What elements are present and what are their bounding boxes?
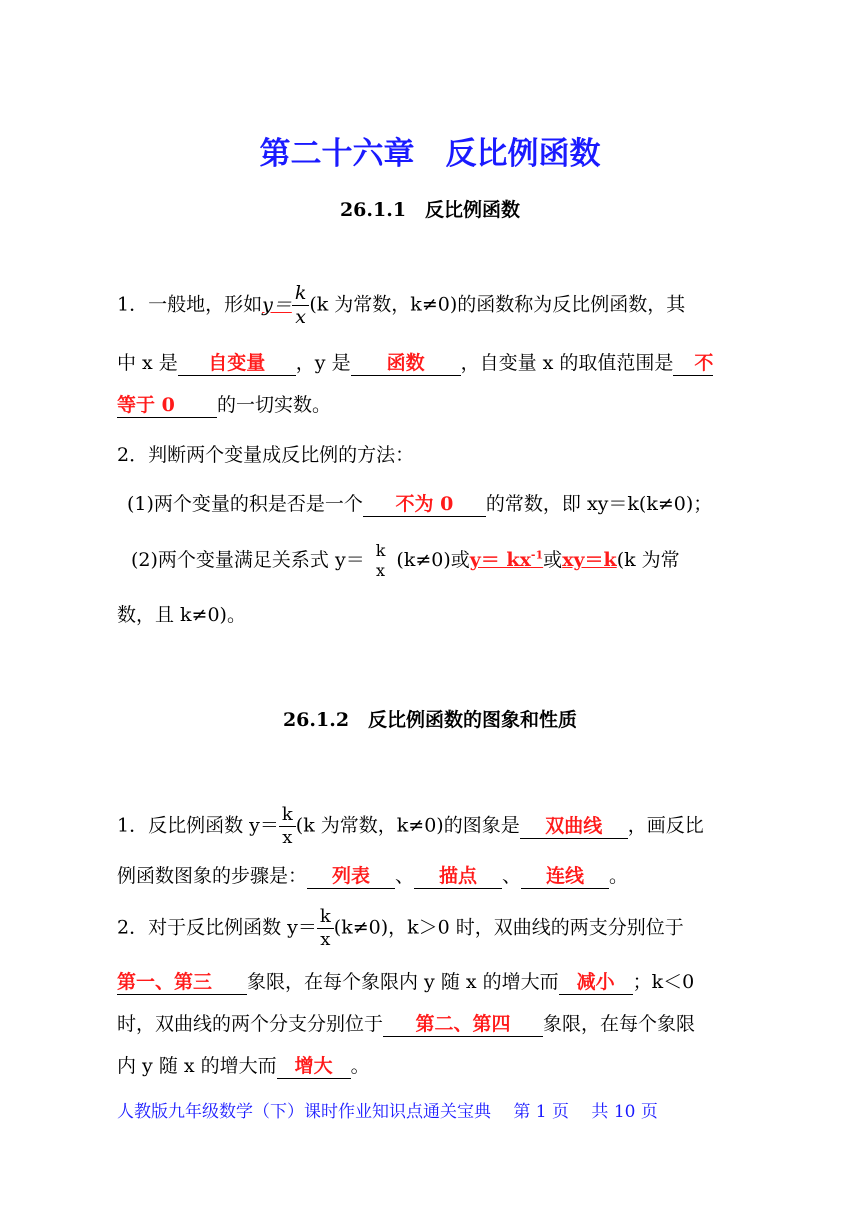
- text: (k 为常数，k≠0)的图象是: [295, 814, 520, 837]
- denominator: x: [376, 561, 386, 580]
- para-1-line-3: [117, 393, 331, 418]
- answer-hyperbola: 双曲线: [520, 814, 628, 839]
- text: 时，双曲线的两个分支分别位于: [117, 1013, 384, 1035]
- chapter-title: 第二十六章 反比例函数: [259, 136, 601, 172]
- para-1-line-2: [117, 351, 713, 376]
- para-2-item-1: [127, 492, 712, 517]
- answer-range-part-2: 等于 0: [117, 393, 217, 418]
- fraction-k-over-x: [292, 284, 310, 327]
- text: (k≠0)或: [396, 549, 470, 571]
- answer-range-part-1: 不: [673, 351, 713, 376]
- q1-line-1: [117, 806, 704, 847]
- denominator: x: [317, 928, 334, 949]
- text: ，画反比: [627, 814, 704, 837]
- answer-nonzero: 不为 0: [363, 492, 486, 517]
- text: 象限，在每个象限内 y 随 x 的增大而: [247, 971, 559, 993]
- numerator: k: [281, 804, 293, 825]
- para-1-line-1: [117, 284, 685, 327]
- answer-form-xy-k: xy＝k: [562, 549, 617, 571]
- text: 。: [350, 1055, 370, 1077]
- text: 象限，在每个象限: [543, 1013, 696, 1035]
- answer-function: 函数: [351, 351, 461, 376]
- text: (k≠0)，k＞0 时，双曲线的两支分别位于: [333, 916, 684, 939]
- text: ，自变量 x 的取值范围是: [460, 352, 674, 374]
- text: (k 为常数，k≠0)的函数称为反比例函数，其: [309, 293, 686, 316]
- text: (1)两个变量的积是否是一个: [127, 493, 363, 515]
- text: 或: [543, 549, 563, 571]
- text: 中 x 是: [117, 352, 178, 374]
- numerator: k: [375, 541, 386, 560]
- text: ；k＜0: [632, 971, 695, 993]
- q2-line-3: [117, 1012, 695, 1037]
- section-heading-26-1-1: 26.1.1 反比例函数: [339, 199, 521, 221]
- numerator: k: [319, 906, 331, 927]
- section-heading-26-1-2: 26.1.2 反比例函数的图象和性质: [282, 709, 578, 731]
- text: 的常数，即 xy＝k(k≠0)；: [485, 493, 713, 515]
- q1-line-2: [117, 864, 628, 889]
- fraction-k-over-x: [373, 543, 389, 579]
- text: 。: [609, 865, 629, 887]
- q2-line-2: [117, 970, 694, 995]
- answer-independent-variable: 自变量: [178, 351, 296, 376]
- answer-step-connect: 连线: [521, 864, 609, 889]
- text: (2)两个变量满足关系式 y＝: [131, 549, 365, 571]
- answer-decreasing: 减小: [559, 970, 633, 995]
- separator: 、: [502, 865, 522, 887]
- fraction-k-over-x: [279, 806, 296, 847]
- answer-quadrants-2-4: 第二、第四: [383, 1012, 543, 1037]
- para-2-title: 2．判断两个变量成反比例的方法：: [117, 444, 415, 466]
- numerator: k: [294, 282, 307, 304]
- separator: 、: [395, 865, 415, 887]
- answer-text: y＝ kx: [469, 549, 531, 571]
- answer-step-plot: 描点: [414, 864, 502, 889]
- q2-line-4: [117, 1054, 370, 1079]
- denominator: x: [292, 305, 310, 327]
- formula: [262, 282, 309, 328]
- formula-y: y＝: [262, 293, 292, 316]
- para-2-item-2-cont: 数，且 k≠0)。: [117, 604, 246, 626]
- text: 的一切实数。: [217, 394, 332, 416]
- answer-increasing: 增大: [277, 1054, 351, 1079]
- q2-line-1: [117, 908, 684, 949]
- text: ，y 是: [295, 352, 351, 374]
- fraction-k-over-x: [317, 908, 334, 949]
- text: 例函数图象的步骤是：: [117, 865, 308, 887]
- text: 2．对于反比例函数 y＝: [117, 916, 317, 939]
- text: 内 y 随 x 的增大而: [117, 1055, 277, 1077]
- denominator: x: [279, 826, 296, 847]
- answer-form-kx-inverse: [470, 549, 543, 571]
- answer-quadrants-1-3: 第一、第三: [117, 970, 247, 995]
- exponent: -1: [530, 548, 544, 562]
- page-footer: 人教版九年级数学（下）课时作业知识点通关宝典 第 1 页 共 10 页: [117, 1102, 658, 1122]
- text: 1．一般地，形如: [117, 293, 263, 316]
- answer-step-list: 列表: [307, 864, 395, 889]
- para-2-item-2: [131, 543, 680, 579]
- text: 1．反比例函数 y＝: [117, 814, 279, 837]
- text: (k 为常: [616, 549, 680, 571]
